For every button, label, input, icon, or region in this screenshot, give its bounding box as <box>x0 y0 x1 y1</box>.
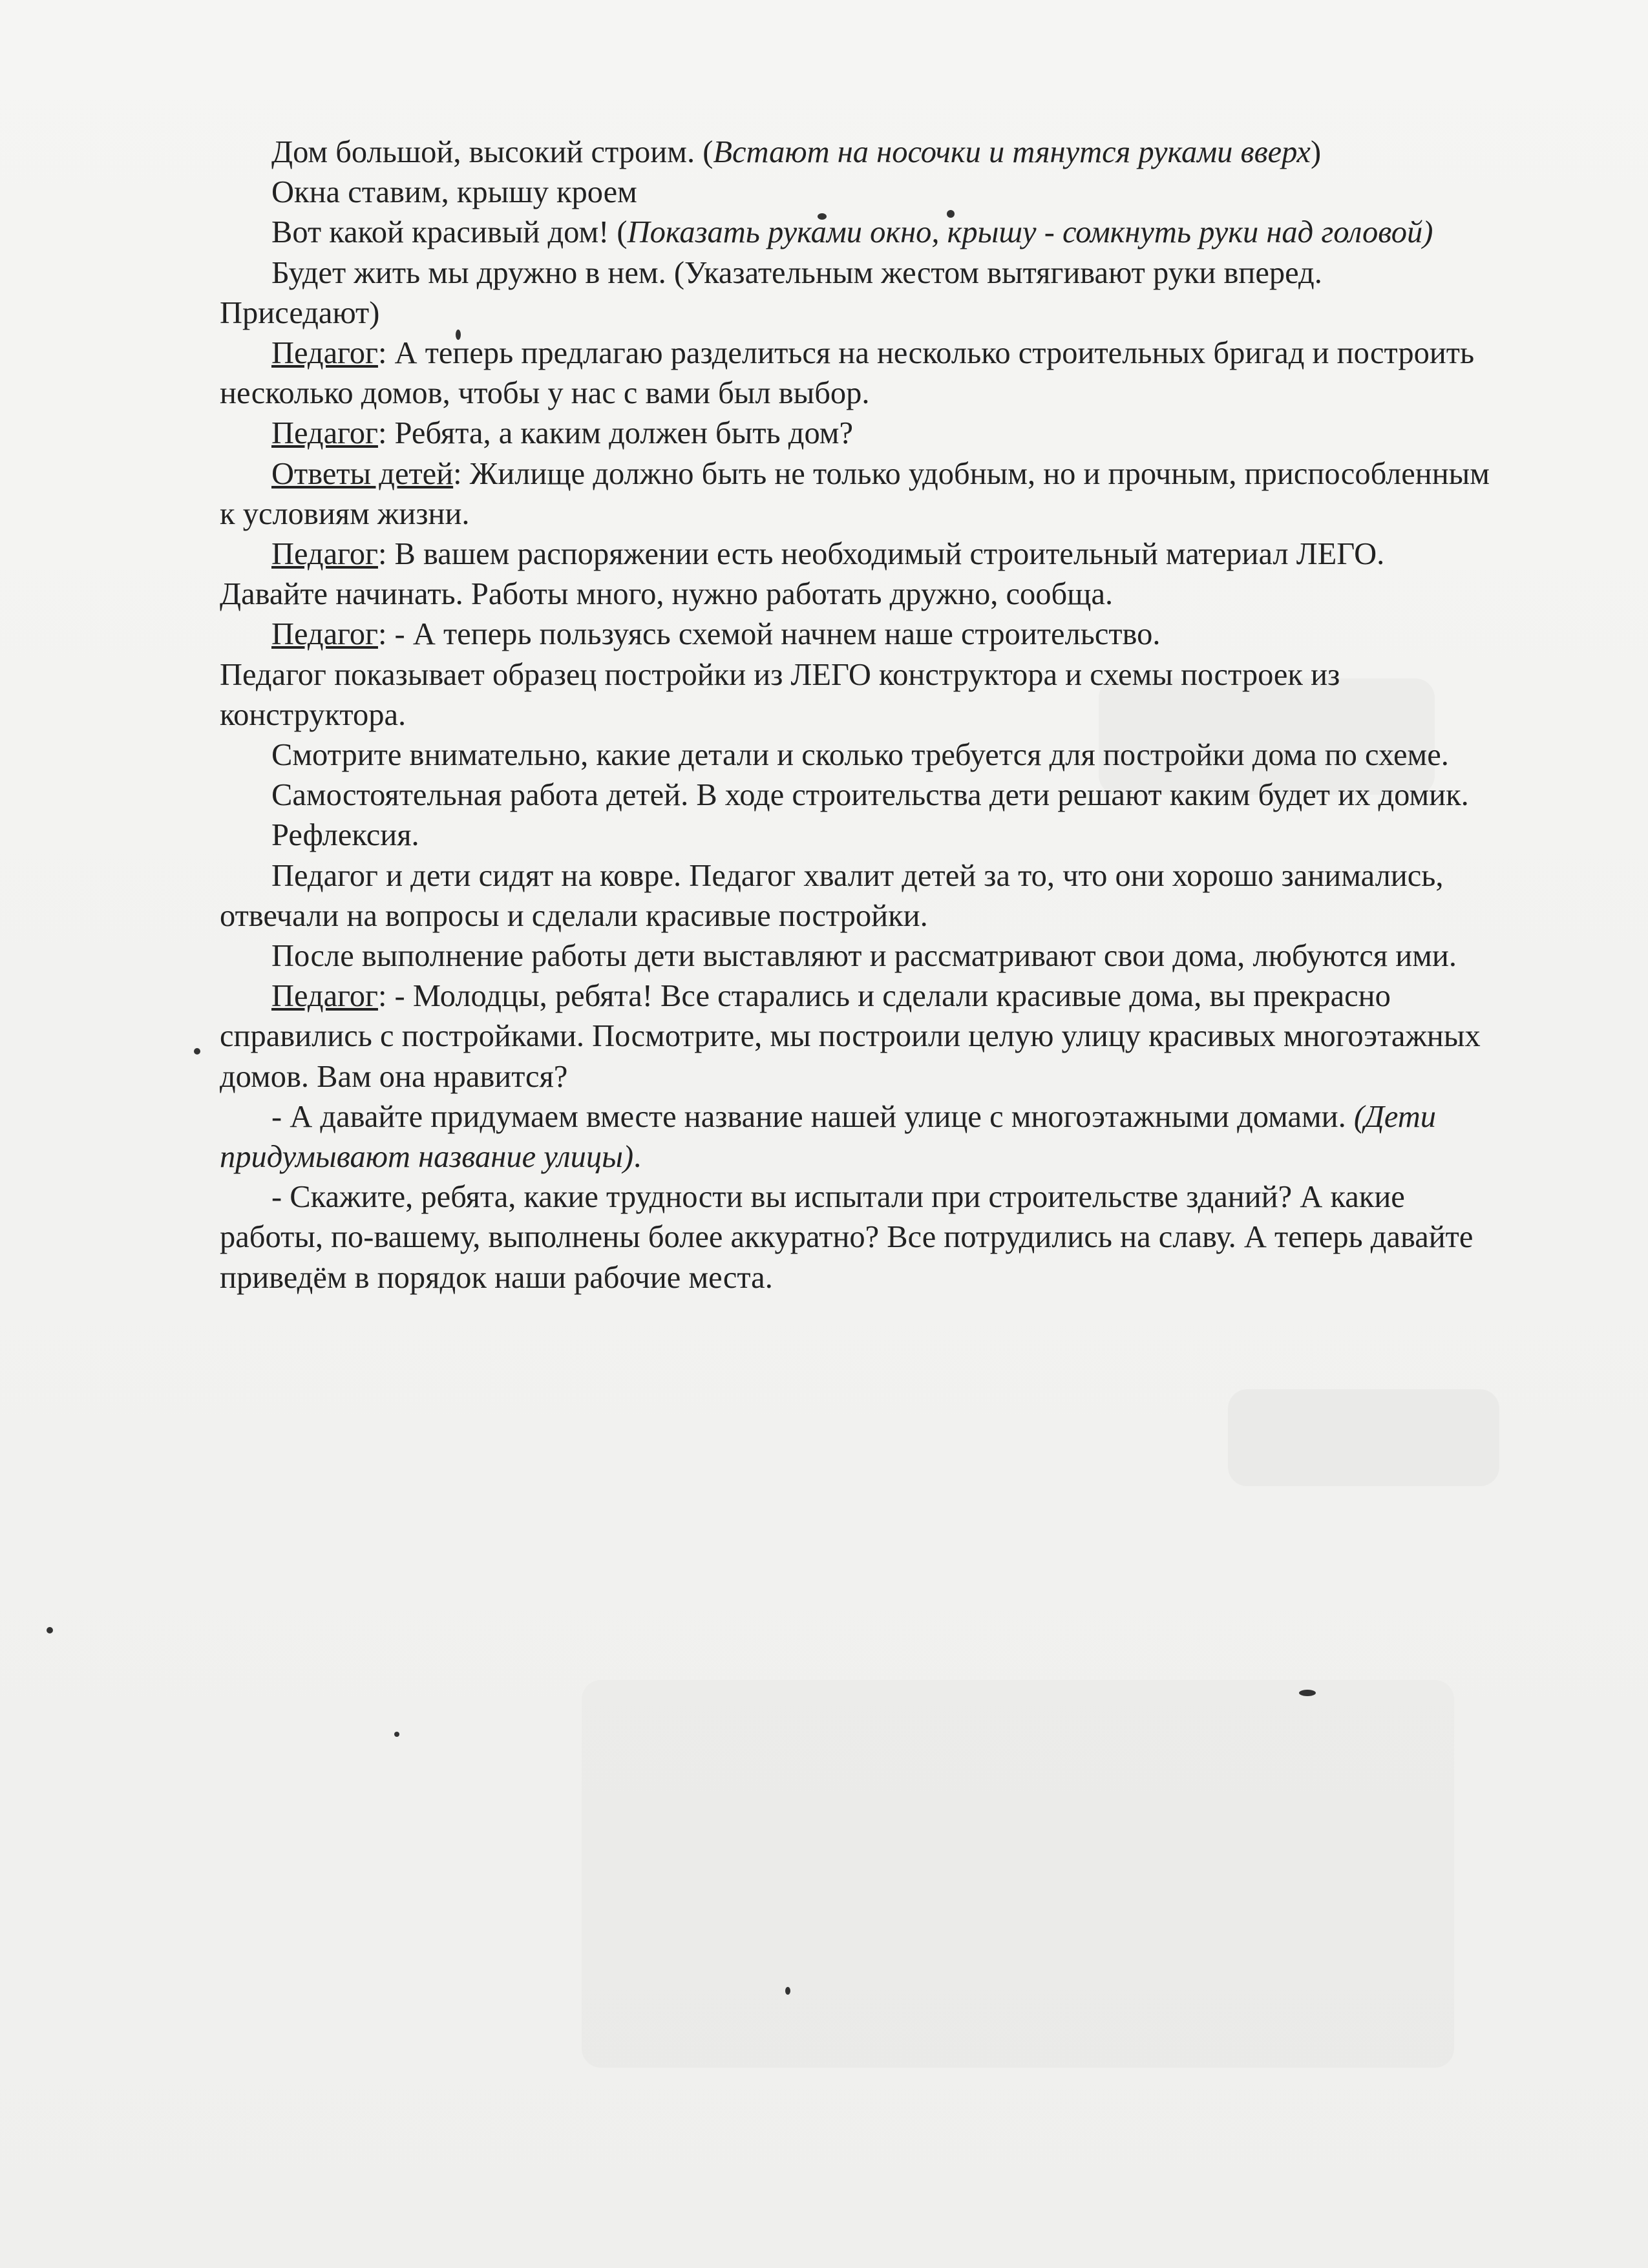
paragraph-text: Педагог и дети сидят на ковре. Педагог хвалит детей за то, что они хорошо занимались, отвечали на вопросы и сделали красивые постройки. <box>220 858 1444 933</box>
paragraph-text: Вот какой красивый дом! ( <box>271 215 628 250</box>
bleed-through-shadow <box>582 1680 1454 2068</box>
speaker-label: Ответы детей <box>271 456 454 491</box>
paragraph-text: : В вашем распоряжении есть необходимый строительный материал ЛЕГО. Давайте начинать. Работы много, нужно работать дружно, сообща. <box>220 537 1385 612</box>
scan-speck <box>194 1048 200 1055</box>
paragraph <box>220 132 1490 173</box>
paragraph-text: : Жилище должно быть не только удобным, но и прочным, приспособленным к условиям жизни. <box>220 456 1490 531</box>
paragraph <box>220 614 1490 655</box>
paragraph <box>220 1097 1490 1177</box>
speaker-label: Педагог <box>271 537 378 572</box>
paragraph <box>220 454 1490 534</box>
speaker-label: Педагог <box>271 979 378 1014</box>
paragraph-text: - Скажите, ребята, какие трудности вы испытали при строительстве зданий? А какие работы, по-вашему, выполнены более аккуратно? Все потрудились на славу. А теперь давайте приведём в порядок наши рабочие места. <box>220 1180 1474 1295</box>
paragraph <box>220 173 1490 213</box>
paragraph <box>220 534 1490 614</box>
paragraph-text: После выполнение работы дети выставляют и рассматривают свои дома, любуются ими. <box>271 939 1457 974</box>
paragraph <box>220 333 1490 414</box>
speaker-label: Педагог <box>271 416 378 451</box>
paragraph <box>220 735 1490 775</box>
paragraph-text: . <box>633 1140 642 1175</box>
paragraph-text: ) <box>1310 135 1322 169</box>
paragraph <box>220 775 1490 815</box>
paragraph <box>220 815 1490 856</box>
paragraph <box>220 856 1490 936</box>
paragraph-text: Смотрите внимательно, какие детали и сколько требуется для постройки дома по схеме. <box>271 738 1449 773</box>
paragraph-text: : - Молодцы, ребята! Все старались и сделали красивые дома, вы прекрасно справились с постройками. Посмотрите, мы построили целую улицу красивых многоэтажных домов. Вам она нравится? <box>220 979 1481 1094</box>
paragraph-text: : А теперь предлагаю разделиться на несколько строительных бригад и построить несколько домов, чтобы у нас с вами был выбор. <box>220 336 1475 411</box>
paragraph <box>220 655 1490 735</box>
paragraph-text: Встают на носочки и тянутся руками вверх <box>713 135 1311 169</box>
paragraph <box>220 213 1490 253</box>
paragraph-text: Самостоятельная работа детей. В ходе строительства дети решают каким будет их домик. <box>271 778 1469 813</box>
paragraph-text: : - А теперь пользуясь схемой начнем наше строительство. <box>377 617 1161 652</box>
speaker-label: Педагог <box>271 336 378 371</box>
paragraph-text: Рефлексия. <box>271 818 419 853</box>
scan-speck <box>394 1732 399 1737</box>
bleed-through-shadow <box>1228 1389 1499 1486</box>
paragraph <box>220 976 1490 1097</box>
scan-speck <box>785 1987 790 1995</box>
paragraph-text: : Ребята, а каким должен быть дом? <box>377 416 853 451</box>
paragraph-text: Показать руками окно, крышу - сомкнуть руки над головой) <box>627 215 1433 250</box>
paragraph-text: (Дети придумывают название улицы) <box>220 1099 1437 1175</box>
paragraph <box>220 1177 1490 1298</box>
paragraph-text: - А давайте придумаем вместе название нашей улице с многоэтажными домами. <box>271 1099 1354 1134</box>
scan-speck <box>47 1627 53 1633</box>
paragraph-text: Педагог показывает образец постройки из ЛЕГО конструктора и схемы построек из конструктора. <box>220 657 1340 732</box>
paragraph-text: Будет жить мы дружно в нем. (Указательным жестом вытягивают руки вперед. Приседают) <box>220 255 1322 330</box>
scan-speck <box>1299 1690 1316 1696</box>
paragraph-text: Дом большой, высокий строим. ( <box>271 135 713 169</box>
paragraph <box>220 936 1490 976</box>
paragraph <box>220 253 1490 333</box>
paragraph <box>220 414 1490 454</box>
speaker-label: Педагог <box>271 617 378 652</box>
paragraph-text: Окна ставим, крышу кроем <box>271 175 637 210</box>
document-body <box>220 132 1490 1298</box>
